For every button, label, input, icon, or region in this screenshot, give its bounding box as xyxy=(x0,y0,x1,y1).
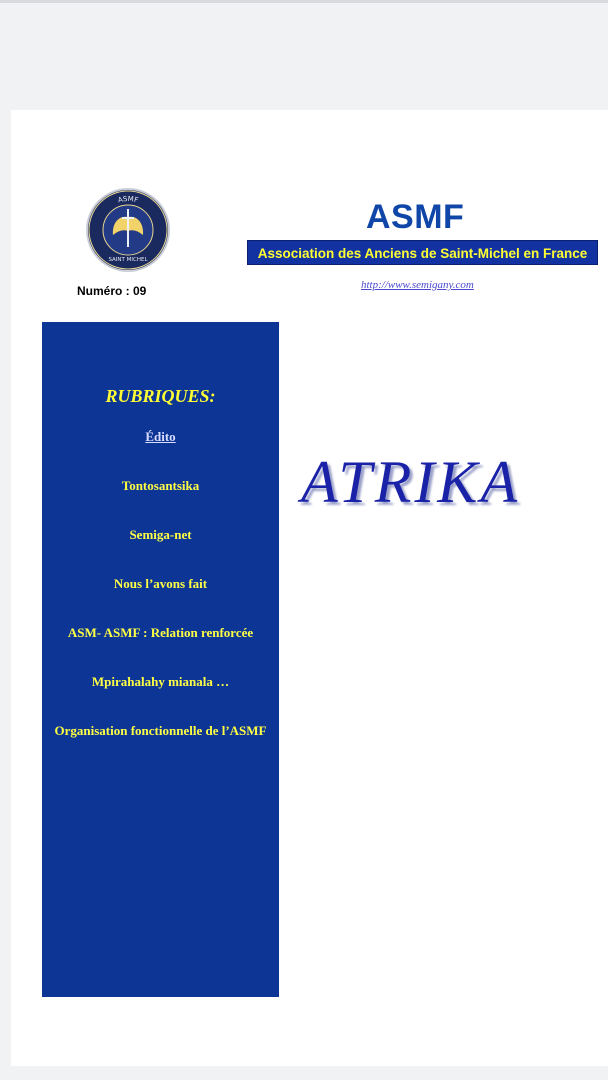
issue-number: Numéro : 09 xyxy=(77,284,147,298)
svg-text:SAINT MICHEL: SAINT MICHEL xyxy=(108,257,148,263)
newsletter-title: ATRIKA xyxy=(301,449,521,515)
rubrique-tontosantsika[interactable]: Tontosantsika xyxy=(121,478,200,493)
document-page xyxy=(11,110,608,1066)
rubriques-list xyxy=(42,429,279,772)
rubriques-heading: RUBRIQUES: xyxy=(105,386,216,406)
association-banner: Association des Anciens de Saint-Michel en France xyxy=(247,240,598,265)
rubrique-mpirahalahy[interactable]: Mpirahalahy mianala … xyxy=(91,674,230,689)
brand-title: ASMF xyxy=(366,198,465,236)
rubrique-organisation[interactable]: Organisation fonctionnelle de l’ASMF xyxy=(54,723,267,738)
top-bar xyxy=(0,0,608,3)
rubriques-sidebar xyxy=(42,322,279,997)
bottom-bar xyxy=(0,1066,608,1080)
svg-text:ASMF: ASMF xyxy=(117,194,140,205)
website-link[interactable]: http://www.semigany.com xyxy=(361,279,474,291)
rubrique-semiga-net[interactable]: Semiga-net xyxy=(129,527,192,542)
rubrique-nous-lavons-fait[interactable]: Nous l’avons fait xyxy=(113,576,208,591)
newsletter-title-wrap xyxy=(301,448,520,517)
rubrique-edito[interactable]: Édito xyxy=(145,429,176,444)
asmf-logo-seal xyxy=(85,187,171,273)
rubrique-asm-asmf[interactable]: ASM- ASMF : Relation renforcée xyxy=(67,625,254,640)
